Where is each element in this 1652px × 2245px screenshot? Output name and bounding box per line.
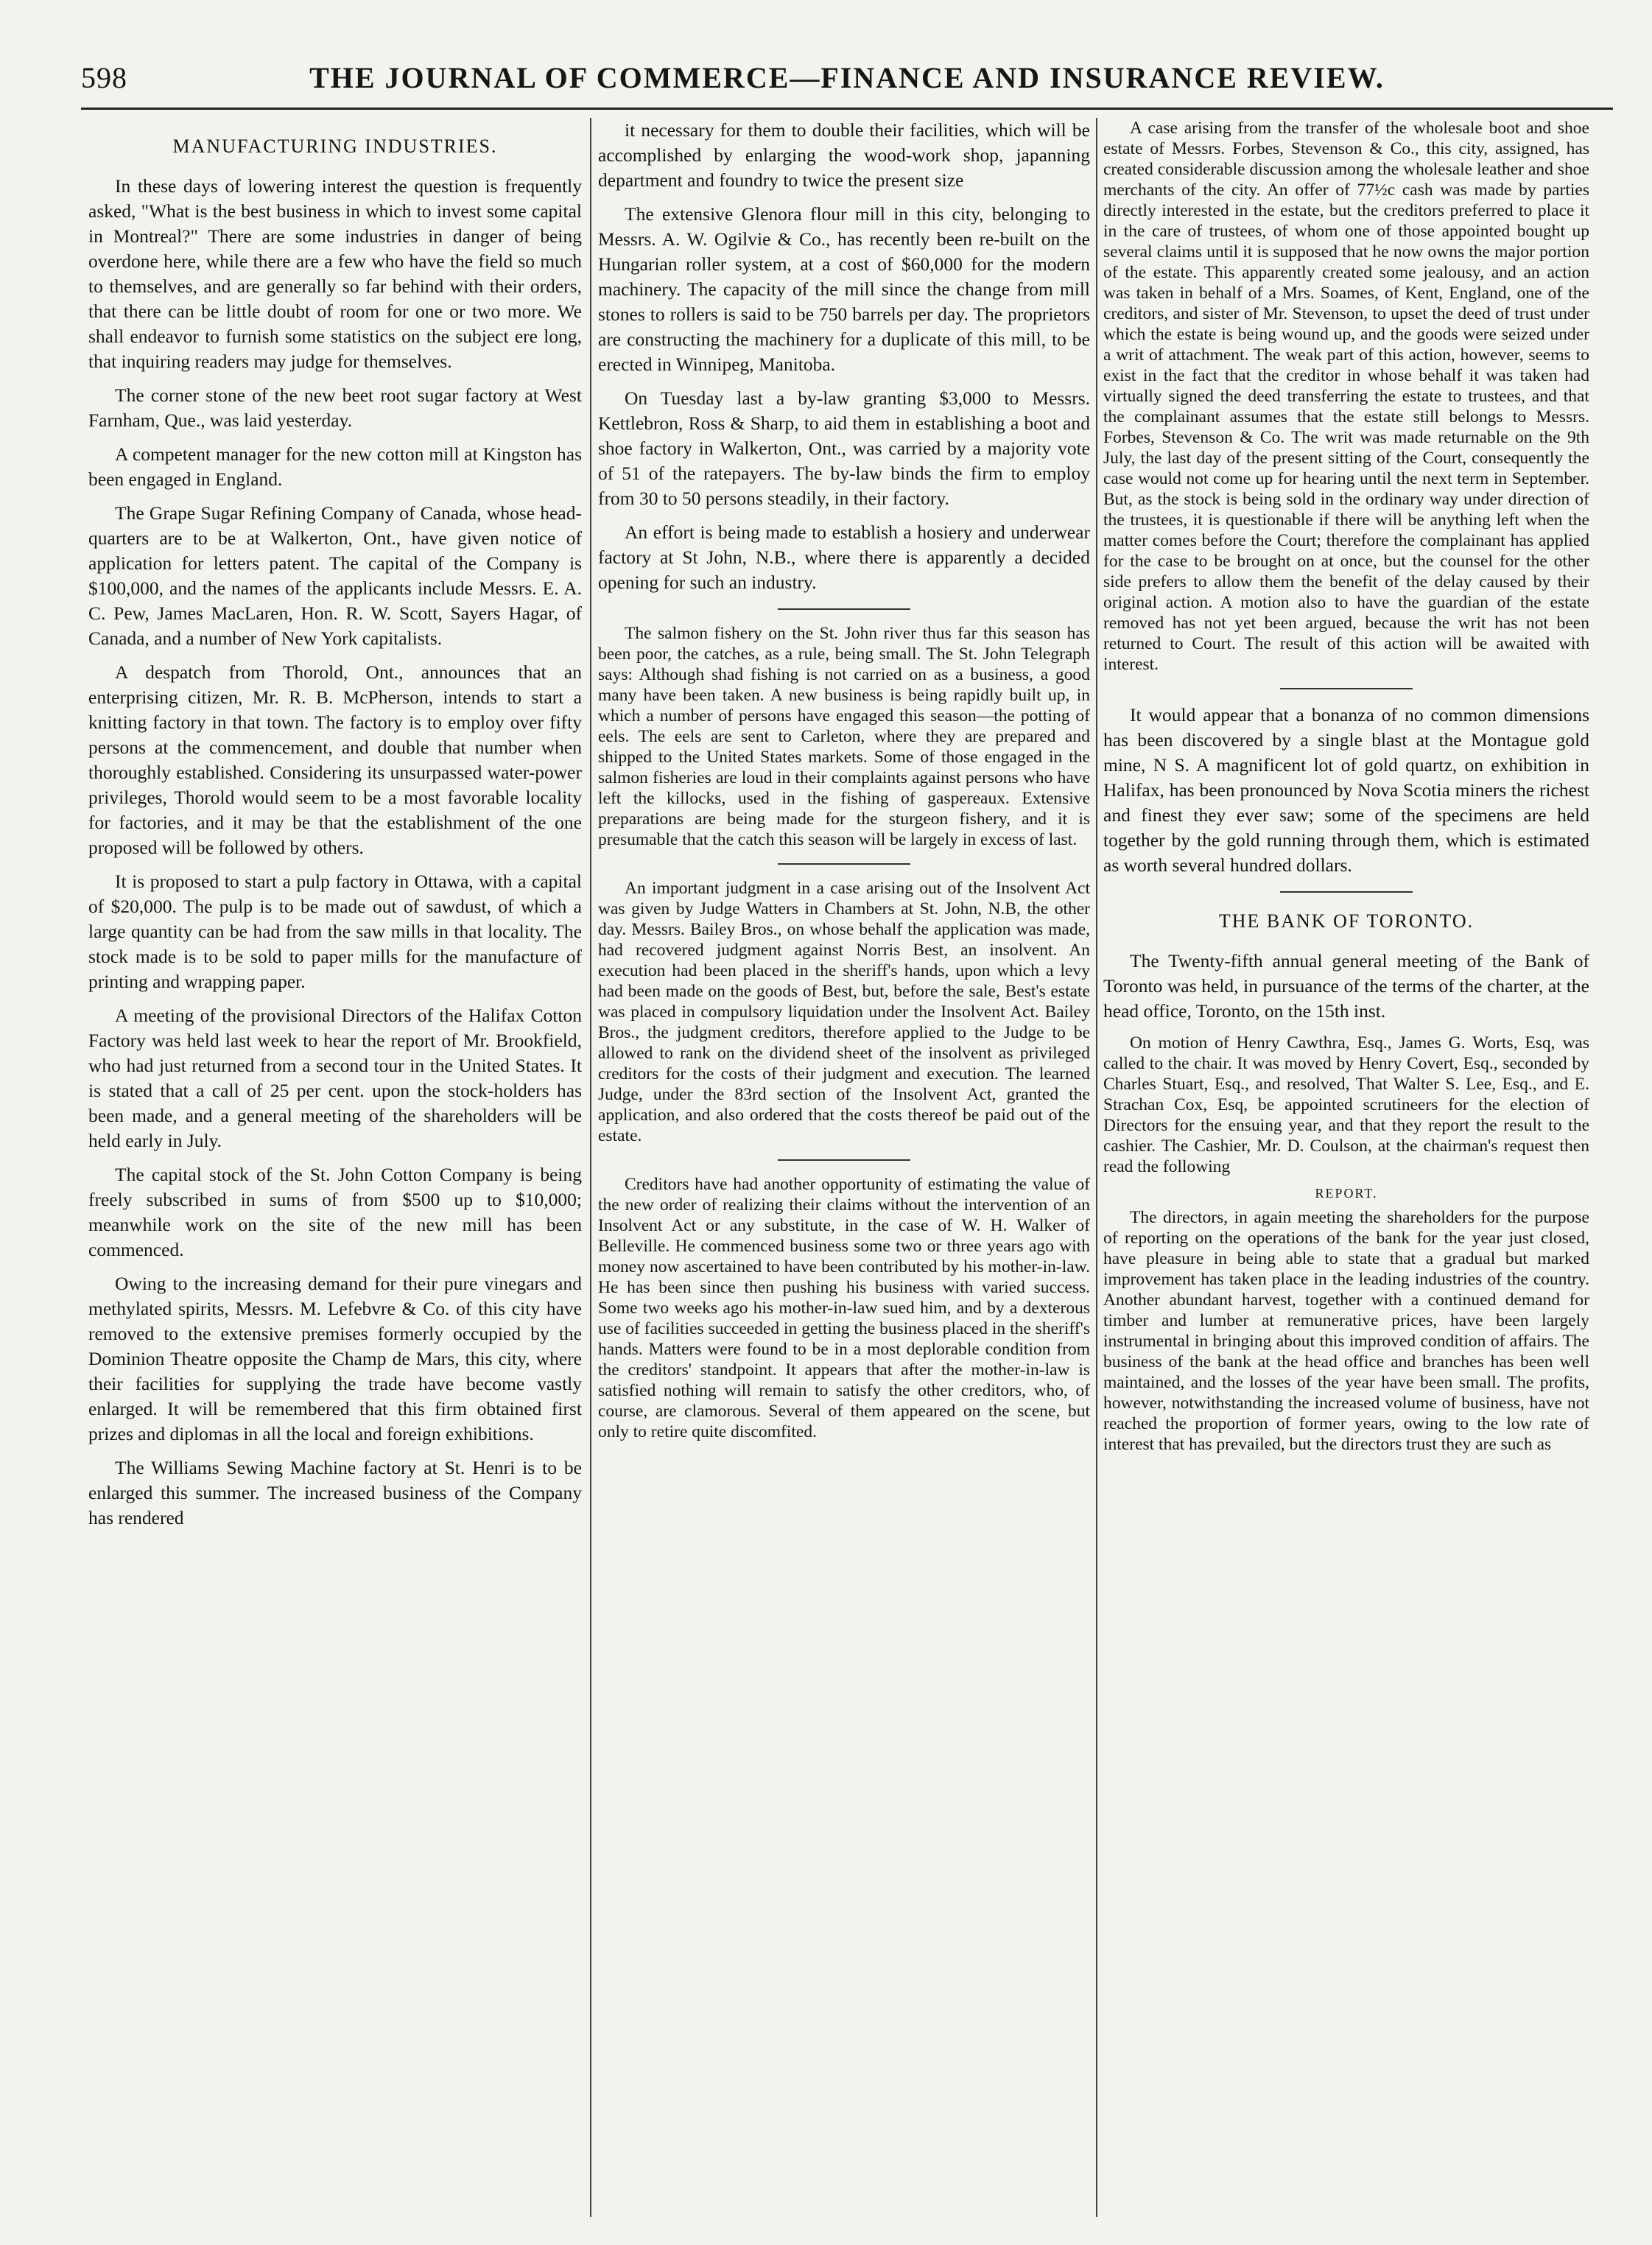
section-rule bbox=[778, 1159, 910, 1161]
article-paragraph: The capital stock of the St. John Cotton Company is being freely subscribed in sums of from $500 up to $10,000; meanwhile work on the site of the new mill has been commenced. bbox=[88, 1164, 582, 1260]
article-paragraph: The Twenty-fifth annual general meeting of the Bank of Toronto was held, in pursuance of the terms of the charter, at the head office, Toronto, on the 15th inst. bbox=[1103, 950, 1589, 1022]
article-paragraph: On motion of Henry Cawthra, Esq., James G. Worts, Esq, was called to the chair. It was moved by Henry Covert, Esq., seconded by Charles Stuart, Esq., and resolved, That Walter S. Lee, Esq., and E. Strachan Cox, Esq, be appointed scrutineers for the election of Directors for the ensuing year, and that they report the result to the cashier. The Cashier, Mr. D. Coulson, at the chairman's request then read the following bbox=[1103, 1033, 1589, 1176]
article-paragraph: The extensive Glenora flour mill in this city, belonging to Messrs. A. W. Ogilvie & Co., has recently been re-built on the Hungarian roller system, at a cost of $60,000 for the modern machinery. The capacity of the mill since the change from mill stones to rollers is said to be 750 barrels per day. The proprietors are constructing the machinery for a duplicate of this mill, to be erected in Winnipeg, Manitoba. bbox=[598, 203, 1090, 375]
article-paragraph: On Tuesday last a by-law granting $3,000 to Messrs. Kettlebron, Ross & Sharp, to aid them in establishing a boot and shoe factory in Walkerton, Ont., was carried by a majority vote of 51 of the ratepayers. The by-law binds the firm to employ from 30 to 50 persons steadily, in their factory. bbox=[598, 387, 1090, 509]
article-paragraph: It would appear that a bonanza of no common dimensions has been discovered by a single blast at the Montague gold mine, N S. A magnificent lot of gold quartz, on exhibition in Halifax, has been pronounced by Nova Scotia miners the richest and finest they ever saw; some of the specimens are held together by the gold running through them, which is estimated as worth several hundred dollars. bbox=[1103, 704, 1589, 876]
manufacturing-industries-heading: MANUFACTURING INDUSTRIES. bbox=[172, 136, 498, 157]
column-divider bbox=[1096, 118, 1097, 2217]
article-paragraph: A despatch from Thorold, Ont., announces that an enterprising citizen, Mr. R. B. McPherson, intends to start a knitting factory in that town. The factory is to employ over fifty persons at the commencement, and double that number when thoroughly established. Considering its unsurpassed water-power privileges, Thorold would seem to be a most favorable locality for factories, and it may be that the establishment of the one proposed will be followed by others. bbox=[88, 661, 582, 858]
article-paragraph: A case arising from the transfer of the wholesale boot and shoe estate of Messrs. Forbes, Stevenson & Co., this city, assigned, has created considerable discussion among the wholesale leather and shoe merchants of the city. An offer of 77½c cash was made by parties directly interested in the estate, but the creditors preferred to place it in the care of trustees, of whom one of those appointed bought up several claims until it is supposed that he now owns the major portion of the estate. This apparently created some jealousy, and an action was taken in behalf of a Mrs. Soames, of Kent, England, one of the creditors, and sister of Mr. Stevenson, to upset the deed of trust under which the estate is being wound up, and the goods were seized under a writ of attachment. The weak part of this action, however, seems to exist in the fact that the creditor in whose behalf it was taken had virtually signed the deed transferring the estate to trustees, and that the complainant assumes that the estate still belongs to Messrs. Forbes, Stevenson & Co. The writ was made returnable on the 9th July, the last day of the present sitting of the Court, consequently the case would not come up for hearing until the next term in September. But, as the stock is being sold in the ordinary way under direction of the trustees, it is questionable if there will be anything left when the matter comes before the Court; therefore the complainant has applied for the case to be brought on at once, but the counsel for the other side prefers to allow them the benefit of the delay caused by their original action. A motion also to have the guardian of the estate removed has not yet been argued, because the writ has not been returned to Court. The result of this action will be awaited with interest. bbox=[1103, 119, 1589, 674]
article-paragraph: The Williams Sewing Machine factory at St. Henri is to be enlarged this summer. The increased business of the Company has rendered bbox=[88, 1457, 582, 1528]
article-paragraph: it necessary for them to double their facilities, which will be accomplished by enlarging the wood-work shop, japanning department and foundry to twice the present size bbox=[598, 119, 1090, 191]
article-paragraph: An important judgment in a case arising out of the Insolvent Act was given by Judge Watters in Chambers at St. John, N.B, the other day. Messrs. Bailey Bros., on whose behalf the application was made, had recovered judgment against Norris Best, an insolvent. An execution had been placed in the sheriff's hands, upon which a levy had been made on the goods of Best, but, before the sale, Best's estate was placed in compulsory liquidation under the Insolvent Act. Bailey Bros., the judgment creditors, therefore applied to the Judge to be allowed to rank on the dividend sheet of the insolvent as privileged creditors for the costs of their judgment and execution. The learned Judge, under the 83rd section of the Insolvent Act, granted the application, and also ordered that the costs thereof be paid out of the estate. bbox=[598, 879, 1090, 1145]
section-rule bbox=[778, 608, 910, 610]
page-number: 598 bbox=[81, 61, 127, 94]
column-1 bbox=[88, 118, 582, 2217]
article-paragraph: It is proposed to start a pulp factory in Ottawa, with a capital of $20,000. The pulp is to be made out of sawdust, of which a large quantity can be had from the saw mills in that locality. The stock made is to be sold to paper mills for the manufacture of printing and wrapping paper. bbox=[88, 871, 582, 992]
article-paragraph: Creditors have had another opportunity of estimating the value of the new order of realizing their claims without the intervention of an Insolvent Act or any substitute, in the case of W. H. Walker of Belleville. He commenced business some two or three years ago with money now ascertained to have been contributed by his mother-in-law. He has been since then pushing his business with varied success. Some two weeks ago his mother-in-law sued him, and by a dexterous use of facilities succeeded in getting the business placed in the sheriff's hands. Matters were found to be in a most deplorable condition from the creditors' standpoint. It appears that after the mother-in-law is satisfied nothing will remain to satisfy the other creditors, who, of course, are clamorous. Several of them appeared on the scene, but only to retire quite discomfited. bbox=[598, 1175, 1090, 1441]
column-3 bbox=[1103, 118, 1589, 2217]
header-rule bbox=[81, 108, 1613, 110]
article-paragraph: In these days of lowering interest the question is frequently asked, "What is the best business in which to invest some capital in Montreal?" There are some industries in danger of being overdone here, while there are a few who have the field so much to themselves, and are generally so far behind with their orders, that there can be little doubt of room for one or two more. We shall endeavor to furnish some statistics on the subject ere long, that inquiring readers may judge for themselves. bbox=[88, 175, 582, 372]
column-divider bbox=[590, 118, 591, 2217]
column-2 bbox=[598, 118, 1090, 2217]
journal-title: THE JOURNAL OF COMMERCE—FINANCE AND INSURANCE REVIEW. bbox=[309, 61, 1385, 94]
article-paragraph: Owing to the increasing demand for their pure vinegars and methylated spirits, Messrs. M. Lefebvre & Co. of this city have removed to the extensive premises formerly occupied by the Dominion Theatre opposite the Champ de Mars, this city, where their facilities for supplying the trade have become vastly enlarged. It will be remembered that this firm obtained first prizes and diplomas in all the local and foreign exhibitions. bbox=[88, 1273, 582, 1444]
article-paragraph: An effort is being made to establish a hosiery and underwear factory at St John, N.B., where there is apparently a decided opening for such an industry. bbox=[598, 521, 1090, 593]
page-header bbox=[81, 50, 1613, 102]
article-paragraph: A competent manager for the new cotton mill at Kingston has been engaged in England. bbox=[88, 443, 582, 490]
article-paragraph: The Grape Sugar Refining Company of Canada, whose head-quarters are to be at Walkerton, Ont., have given notice of application for letters patent. The capital of the Company is $100,000, and the names of the applicants include Messrs. E. A. C. Pew, James MacLaren, Hon. R. W. Scott, Sayers Hagar, of Canada, and a number of New York capitalists. bbox=[88, 502, 582, 649]
section-rule bbox=[1280, 688, 1413, 689]
article-paragraph: A meeting of the provisional Directors of the Halifax Cotton Factory was held last week to hear the report of Mr. Brookfield, who had just returned from a second tour in the United States. It is stated that a call of 25 per cent. upon the stock-holders has been made, and a general meeting of the shareholders will be held early in July. bbox=[88, 1005, 582, 1151]
bank-of-toronto-heading: THE BANK OF TORONTO. bbox=[1218, 910, 1475, 932]
article-paragraph: The salmon fishery on the St. John river thus far this season has been poor, the catches, as a rule, being small. The St. John Telegraph says: Although shad fishing is not carried on as a business, a good many have been taken. A new business is being rapidly built up, in which a number of persons have engaged this season—the potting of eels. The eels are sent to Carleton, where they are prepared and shipped to the United States markets. Some of those engaged in the salmon fisheries are loud in their complaints against persons who have left the killocks, used in the fishing of gaspereaux. Extensive preparations are being made for the sturgeon fishery, and it is presumable that the catch this season will be largely in excess of last. bbox=[598, 624, 1090, 849]
article-paragraph: The directors, in again meeting the shareholders for the purpose of reporting on the operations of the bank for the year just closed, have pleasure in being able to state that a gradual but marked improvement has taken place in the leading industries of the country. Another abundant harvest, together with a continued demand for timber and lumber at remunerative prices, have been largely instrumental in bringing about this improved condition of affairs. The business of the bank at the head office and branches has been well maintained, and the losses of the year have been small. The profits, however, notwithstanding the increased volume of business, have not reached the proportion of former years, owing to the low rate of interest that has prevailed, but the directors trust they are such as bbox=[1103, 1208, 1589, 1454]
section-rule bbox=[1280, 891, 1413, 893]
article-paragraph: The corner stone of the new beet root sugar factory at West Farnham, Que., was laid yesterday. bbox=[88, 384, 582, 431]
report-label: REPORT. bbox=[1315, 1186, 1378, 1201]
section-rule bbox=[778, 863, 910, 865]
